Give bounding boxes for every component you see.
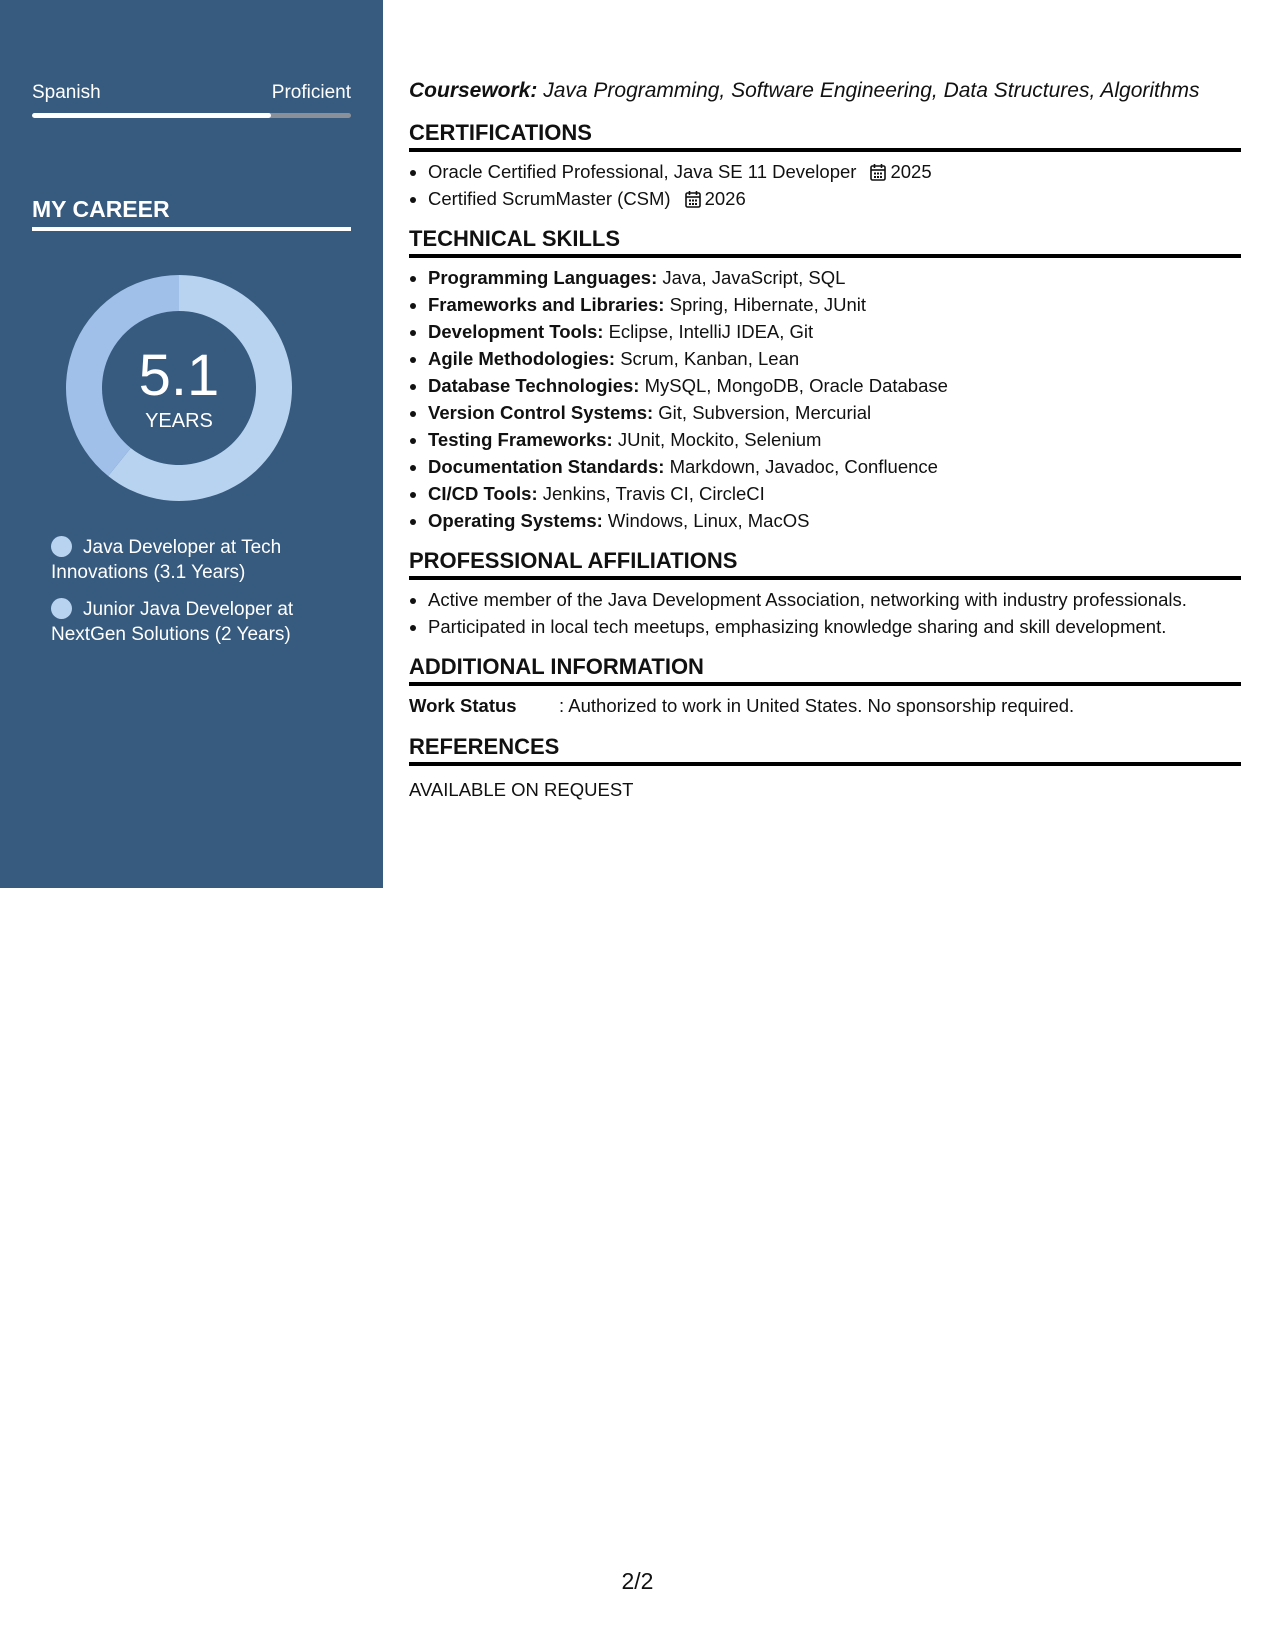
- work-status-row: [409, 692, 1241, 720]
- career-dot-icon: [51, 598, 72, 619]
- certifications-heading: CERTIFICATIONS: [409, 118, 1241, 152]
- certification-name: Certified ScrumMaster (CSM): [428, 188, 671, 209]
- skill-value: Scrum, Kanban, Lean: [620, 348, 800, 369]
- skill-value: Spring, Hibernate, JUnit: [669, 294, 867, 315]
- skill-item: [428, 480, 1241, 507]
- language-proficiency-bar: [32, 113, 351, 118]
- coursework: [409, 76, 1241, 106]
- page-number: 2/2: [621, 1568, 654, 1594]
- skill-value: MySQL, MongoDB, Oracle Database: [644, 375, 948, 396]
- certification-year: 2025: [890, 161, 932, 182]
- skill-value: Java, JavaScript, SQL: [662, 267, 846, 288]
- language-proficiency-fill: [32, 113, 271, 118]
- affiliations-list: [409, 586, 1241, 640]
- career-total-unit: YEARS: [145, 410, 213, 432]
- skill-label: Documentation Standards:: [428, 456, 665, 477]
- sidebar: [0, 0, 383, 888]
- references-heading: REFERENCES: [409, 732, 1241, 766]
- additional-info-heading: ADDITIONAL INFORMATION: [409, 652, 1241, 686]
- coursework-text: Java Programming, Software Engineering, Data Structures, Algorithms: [543, 79, 1200, 102]
- technical-skills-heading: TECHNICAL SKILLS: [409, 224, 1241, 258]
- skill-item: [428, 318, 1241, 345]
- career-list: [51, 535, 361, 659]
- skill-label: Agile Methodologies:: [428, 348, 616, 369]
- career-item: [51, 597, 361, 647]
- main-content: [409, 76, 1241, 804]
- skill-label: CI/CD Tools:: [428, 483, 538, 504]
- technical-skills-list: [409, 264, 1241, 534]
- career-item: [51, 535, 361, 585]
- skill-label: Frameworks and Libraries:: [428, 294, 665, 315]
- work-status-value: : Authorized to work in United States. No sponsorship required.: [559, 695, 1075, 716]
- certifications-list: [409, 158, 1241, 212]
- career-item-label: Junior Java Developer at NextGen Solutions (2 Years): [51, 599, 294, 645]
- affiliation-item: • Participated in local tech meetups, emphasizing knowledge sharing and skill development.: [428, 613, 1241, 640]
- skill-item: [428, 291, 1241, 318]
- skill-value: JUnit, Mockito, Selenium: [617, 429, 822, 450]
- skill-item: [428, 507, 1241, 534]
- affiliation-item: • Active member of the Java Development Association, networking with industry professionals.: [428, 586, 1241, 613]
- calendar-icon: [685, 190, 701, 208]
- career-item-label: Java Developer at Tech Innovations (3.1 Years): [51, 537, 282, 583]
- skill-label: Testing Frameworks:: [428, 429, 613, 450]
- certification-item: [428, 158, 1241, 185]
- skill-item: [428, 372, 1241, 399]
- skill-label: Database Technologies:: [428, 375, 640, 396]
- work-status-label: Work Status: [409, 695, 517, 716]
- language-name: Spanish: [32, 82, 101, 103]
- certification-year: 2026: [704, 188, 746, 209]
- certification-item: [428, 185, 1241, 212]
- skill-label: Operating Systems:: [428, 510, 603, 531]
- language-level: Proficient: [271, 82, 351, 103]
- references-text: AVAILABLE ON REQUEST: [409, 779, 634, 800]
- calendar-icon: [870, 163, 886, 181]
- skill-value: Eclipse, IntelliJ IDEA, Git: [608, 321, 814, 342]
- skill-item: [428, 264, 1241, 291]
- skill-label: Version Control Systems:: [428, 402, 654, 423]
- affiliations-heading: PROFESSIONAL AFFILIATIONS: [409, 546, 1241, 580]
- career-divider: [32, 227, 351, 231]
- skill-label: Programming Languages:: [428, 267, 658, 288]
- skill-item: [428, 399, 1241, 426]
- certification-name: Oracle Certified Professional, Java SE 11 Developer: [428, 161, 857, 182]
- career-title: MY CAREER: [32, 196, 170, 222]
- language-row: [32, 82, 351, 104]
- skill-item: [428, 426, 1241, 453]
- skill-value: Git, Subversion, Mercurial: [658, 402, 872, 423]
- career-dot-icon: [51, 536, 72, 557]
- skill-value: Markdown, Javadoc, Confluence: [669, 456, 938, 477]
- coursework-label: Coursework:: [409, 79, 538, 102]
- skill-label: Development Tools:: [428, 321, 604, 342]
- skill-item: [428, 345, 1241, 372]
- career-total-value: 5.1: [138, 343, 220, 408]
- skill-value: Windows, Linux, MacOS: [607, 510, 810, 531]
- skill-value: Jenkins, Travis CI, CircleCI: [542, 483, 765, 504]
- skill-item: [428, 453, 1241, 480]
